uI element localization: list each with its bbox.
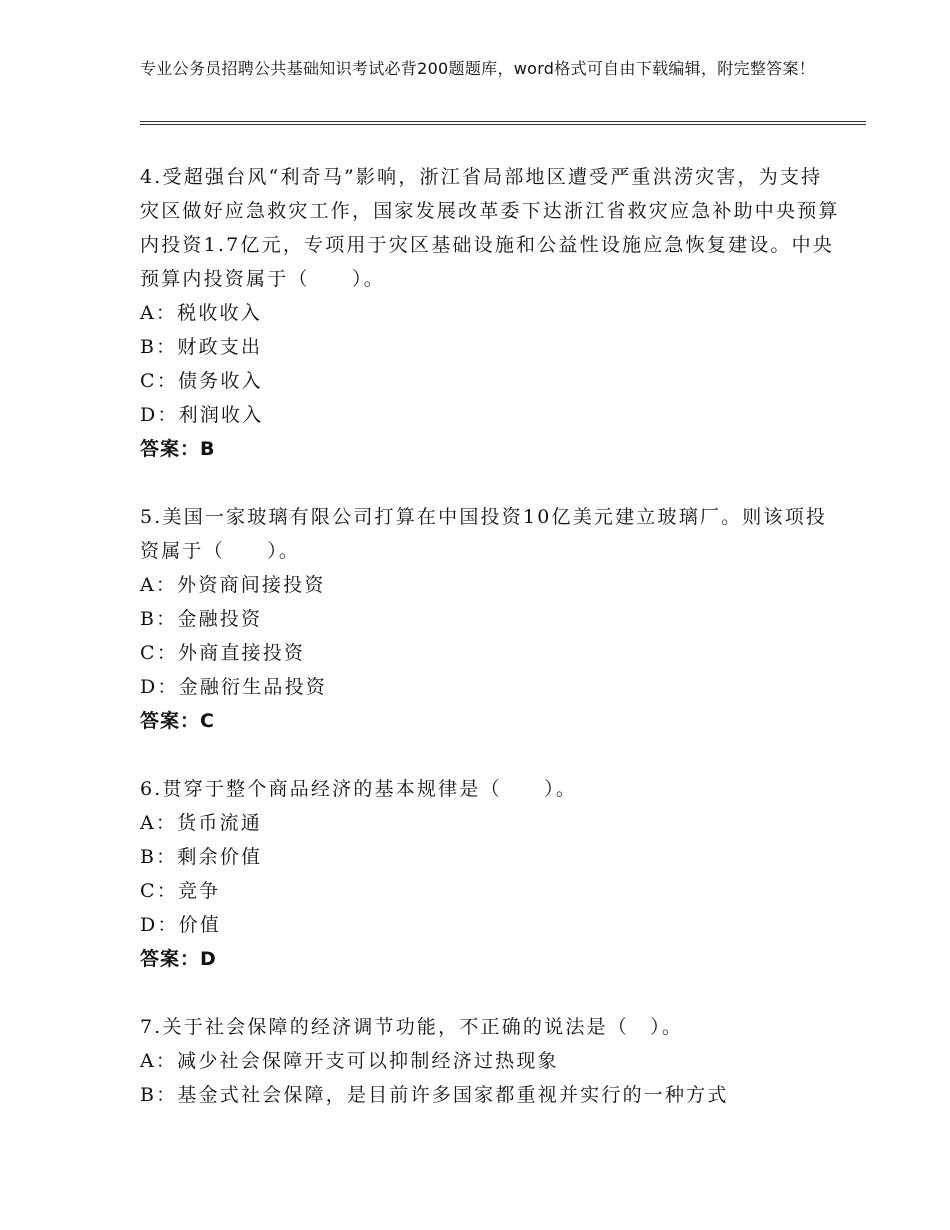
option-b: B：基金式社会保障，是目前许多国家都重视并实行的一种方式 xyxy=(140,1084,729,1106)
option-c: C：外商直接投资 xyxy=(140,642,306,664)
document-header: 专业公务员招聘公共基础知识考试必背200题题库，word格式可自由下载编辑，附完整答案！ xyxy=(140,59,816,78)
option-a: A：税收收入 xyxy=(140,302,262,324)
option-b: B：剩余价值 xyxy=(140,846,263,868)
option-b: B：金融投资 xyxy=(140,608,263,630)
answer-label: 答案：C xyxy=(140,710,215,732)
option-c: C：竞争 xyxy=(140,880,221,902)
option-b: B：财政支出 xyxy=(140,336,263,358)
option-c: C：债务收入 xyxy=(140,370,263,392)
question-text: 4.受超强台风“利奇马”影响，浙江省局部地区遭受严重洪涝灾害，为支持灾区做好应急救灾工作，国家发展改革委下达浙江省救灾应急补助中央预算内投资1.7亿元，专项用于灾区基础设施和公益性设施应急恢复建设。中央预算内投资属于（ ）。 xyxy=(140,166,840,290)
option-a: A：减少社会保障开支可以抑制经济过热现象 xyxy=(140,1050,559,1072)
header-divider-top xyxy=(140,121,866,122)
option-a: A：货币流通 xyxy=(140,812,262,834)
option-d: D：价值 xyxy=(140,914,222,936)
option-a: A：外资商间接投资 xyxy=(140,574,326,596)
question-7 xyxy=(140,1010,840,1112)
answer-label: 答案：D xyxy=(140,948,217,970)
header-divider-bottom xyxy=(140,124,866,125)
question-text: 5.美国一家玻璃有限公司打算在中国投资10亿美元建立玻璃厂。则该项投资属于（ ）。 xyxy=(140,506,828,562)
option-d: D：利润收入 xyxy=(140,404,264,426)
answer-label: 答案：B xyxy=(140,438,216,460)
option-d: D：金融衍生品投资 xyxy=(140,676,328,698)
question-text: 7.关于社会保障的经济调节功能，不正确的说法是（ ）。 xyxy=(140,1016,684,1038)
question-text: 6.贯穿于整个商品经济的基本规律是（ ）。 xyxy=(140,778,578,800)
question-6 xyxy=(140,772,840,976)
question-4 xyxy=(140,160,840,466)
question-5 xyxy=(140,500,840,738)
question-list xyxy=(140,160,840,1146)
